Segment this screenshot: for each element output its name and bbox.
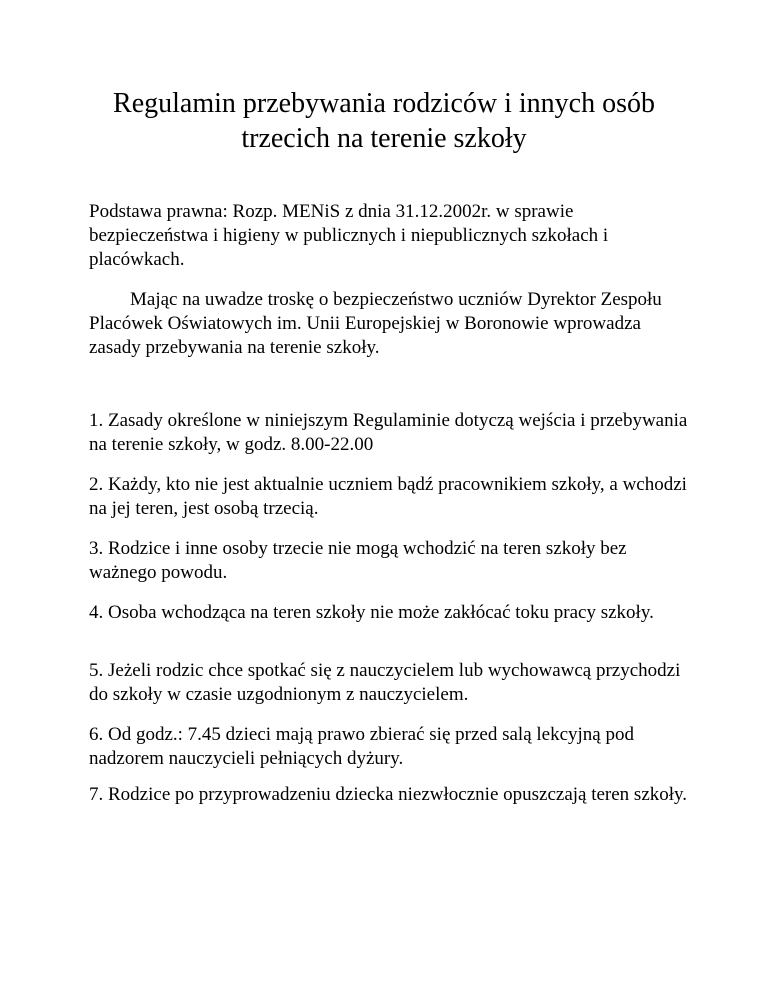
rule-5: 5. Jeżeli rodzic chce spotkać się z nauczycielem lub wychowawcą przychodzi do szkoły w czasie uzgodnionym z nauczycielem. xyxy=(89,660,681,705)
document-title xyxy=(60,86,708,156)
title-line-1: Regulamin przebywania rodziców i innych osób xyxy=(113,88,655,119)
legal-basis-paragraph: Podstawa prawna: Rozp. MENiS z dnia 31.12.2002r. w sprawie bezpieczeństwa i higieny w publicznych i niepublicznych szkołach i placówkach. xyxy=(89,201,609,270)
title-line-2: trzecich na terenie szkoły xyxy=(241,123,527,154)
rule-4: 4. Osoba wchodząca na teren szkoły nie może zakłócać toku pracy szkoły. xyxy=(89,602,654,623)
rule-1: 1. Zasady określone w niniejszym Regulaminie dotyczą wejścia i przebywania na terenie szkoły, w godz. 8.00-22.00 xyxy=(89,410,688,455)
rule-7: 7. Rodzice po przyprowadzeniu dziecka niezwłocznie opuszczają teren szkoły. xyxy=(89,784,688,805)
rule-3: 3. Rodzice i inne osoby trzecie nie mogą wchodzić na teren szkoły bez ważnego powodu. xyxy=(89,538,627,583)
rule-2: 2. Każdy, kto nie jest aktualnie uczniem bądź pracownikiem szkoły, a wchodzi na jej teren, jest osobą trzecią. xyxy=(89,474,687,519)
rule-6: 6. Od godz.: 7.45 dzieci mają prawo zbierać się przed salą lekcyjną pod nadzorem nauczycieli pełniących dyżury. xyxy=(89,724,634,769)
intro-paragraph: Mając na uwadze troskę o bezpieczeństwo uczniów Dyrektor Zespołu Placówek Oświatowych im. Unii Europejskiej w Boronowie wprowadza zasady przebywania na terenie szkoły. xyxy=(89,289,662,358)
